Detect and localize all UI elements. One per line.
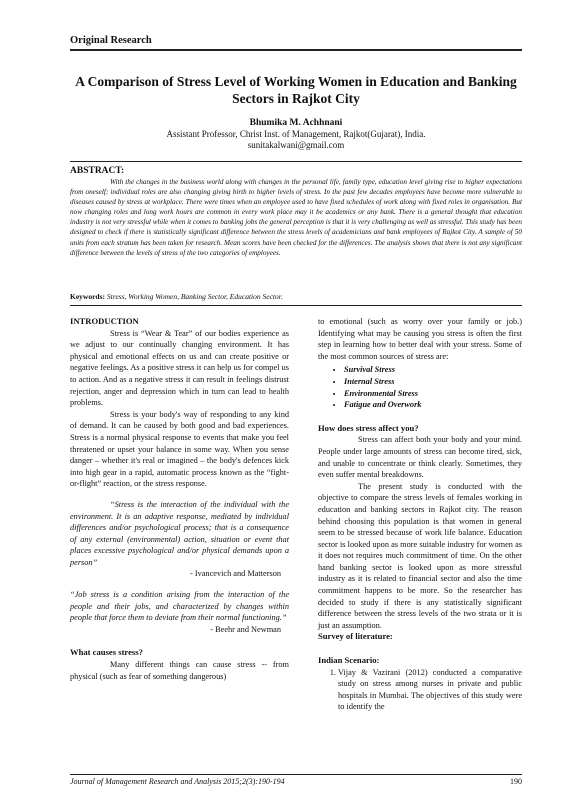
section-label: Original Research — [70, 35, 152, 46]
author-affiliation — [70, 129, 522, 151]
list-item: 1. Vijay & Vazirani (2012) conducted a comparative study on stress among nurses in private and public hospitals in Mumbai. The objectives of this study were to identify the — [338, 667, 522, 713]
right-column — [318, 316, 522, 713]
keywords-text: Stress, Working Women, Banking Sector, Education Sector. — [106, 292, 283, 301]
causes-paragraph: Many different things can cause stress -- from physical (such as fear of something dangerous) — [70, 660, 289, 681]
left-column — [70, 316, 289, 682]
list-item: • Internal Stress — [344, 376, 522, 388]
list-item: • Fatigue and Overwork — [344, 399, 522, 411]
paper-title: A Comparison of Stress Level of Working Women in Education and Banking Sectors in Rajkot City — [75, 74, 517, 106]
indian-scenario-heading: Indian Scenario: — [318, 655, 380, 666]
affiliation-line: Assistant Professor, Christ Inst. of Management, Rajkot(Gujarat), India. — [166, 129, 426, 139]
list-item: • Survival Stress — [344, 364, 522, 376]
sources-paragraph: to emotional (such as worry over your family or job.) Identifying what may be causing you stress is often the first step in learning how to better deal with your stress. Some of the most common sources of stress are: — [318, 317, 522, 361]
footer — [70, 777, 522, 786]
literature-list — [318, 667, 522, 713]
intro-paragraph-1: Stress is “Wear & Tear” of our bodies experience as we adjust to our continually changing environment. It has physical and emotional effects on us and can create positive or negative feelings. As a positive stress it can help us for compel us to action. And as a negative stress it can result in feelings distrust rejection, anger and depression which in turn can lead to health problems. — [70, 328, 289, 408]
affect-paragraph: Stress can affect both your body and your mind. People under large amounts of stress can become tired, sick, and unable to concentrate or think clearly. Sometimes, they even suffer mental breakdowns. — [318, 435, 522, 480]
list-item: • Environmental Stress — [344, 388, 522, 400]
journal-citation: Journal of Management Research and Analysis 2015;2(3):190-194 — [70, 777, 285, 786]
introduction-heading: INTRODUCTION — [70, 316, 139, 326]
cite-ivancevich: - Ivancevich and Matterson — [190, 569, 281, 579]
keywords-rule — [70, 305, 522, 306]
author-email: sunitakalwani@gmail.com — [247, 140, 345, 150]
abstract-heading: ABSTRACT: — [70, 166, 125, 176]
abstract-top-rule — [70, 161, 522, 162]
page-number: 190 — [510, 777, 522, 786]
present-study-paragraph: The present study is conducted with the objective to compare the stress levels of females working in education and banking sectors in Rajkot city. The reason behind choosing this population is that women in general seem to be stressed because of work life balance. Education sector is looked upon as more suitable industry for women as it does not requires much commitment of time. On the other hand banking sector is looked upon as more stressful industry as it is related to financial sector and also the time commitment happens to be more. So the researcher has decided to study if there is any statistically significant difference between the stress levels of the two strata or it is just an assumption. — [318, 481, 522, 630]
stress-sources-list — [318, 364, 522, 410]
survey-heading: Survey of literature: — [318, 631, 393, 642]
abstract-text: With the changes in the business world along with changes in the personal life, family type, education level giving rise to higher expectations from oneself; individual roles are also changing giving birth to higher levels of stress. In the past few decades employees have become more vulnerable to diseases caused by stress at workplace. There were times when an employee used to have fixed schedules of work along with fixed roles in organisation. But now changing roles and long work hours are common in every work place may it be academics or any bank. There is a general thought that education industry is not very stressful while when it comes to banking jobs the general perception is that it is very challenging as well as stressful. This study has been designed to check if there is statistically significant difference between the stress levels of academicians and bank employees of Rajkot City. A sample of 50 units from each stratum has been taken for research. Mean scores have been checked for the differences. The analysis shows that there is not any significant difference between the levels of stress of the two categories of employees. — [70, 178, 522, 257]
affect-heading: How does stress affect you? — [318, 422, 419, 433]
cite-beehr: - Beehr and Newman — [210, 624, 281, 634]
quote-ivancevich: “Stress is the interaction of the individual with the environment. It is an adaptive response, mediated by individual differences and/or psychological process; that is a consequence of any external (environmental) action, situation or event that places excessive psychological and/or physical demands upon a person” — [70, 499, 289, 567]
author-name: Bhumika M. Achhnani — [249, 118, 343, 128]
causes-heading: What causes stress? — [70, 647, 143, 658]
keywords — [70, 292, 283, 301]
intro-paragraph-2: Stress is your body's way of responding to any kind of demand. It can be caused by both good and bad experiences. Stress is a normal physical response to events that make you feel threatened or upset your balance in some way. When you sense danger – whether it's real or imagined – the body's defences kick into high gear in a rapid, automatic process known as the “fight-or-flight” reaction, or the stress response. — [70, 409, 289, 489]
header-rule — [70, 49, 522, 51]
keywords-label: Keywords: — [70, 292, 105, 301]
quote-beehr: “Job stress is a condition arising from the interaction of the people and their jobs, and characterized by changes within people that force them to deviate from their normal functioning.” — [70, 590, 289, 623]
footer-rule — [70, 774, 522, 775]
